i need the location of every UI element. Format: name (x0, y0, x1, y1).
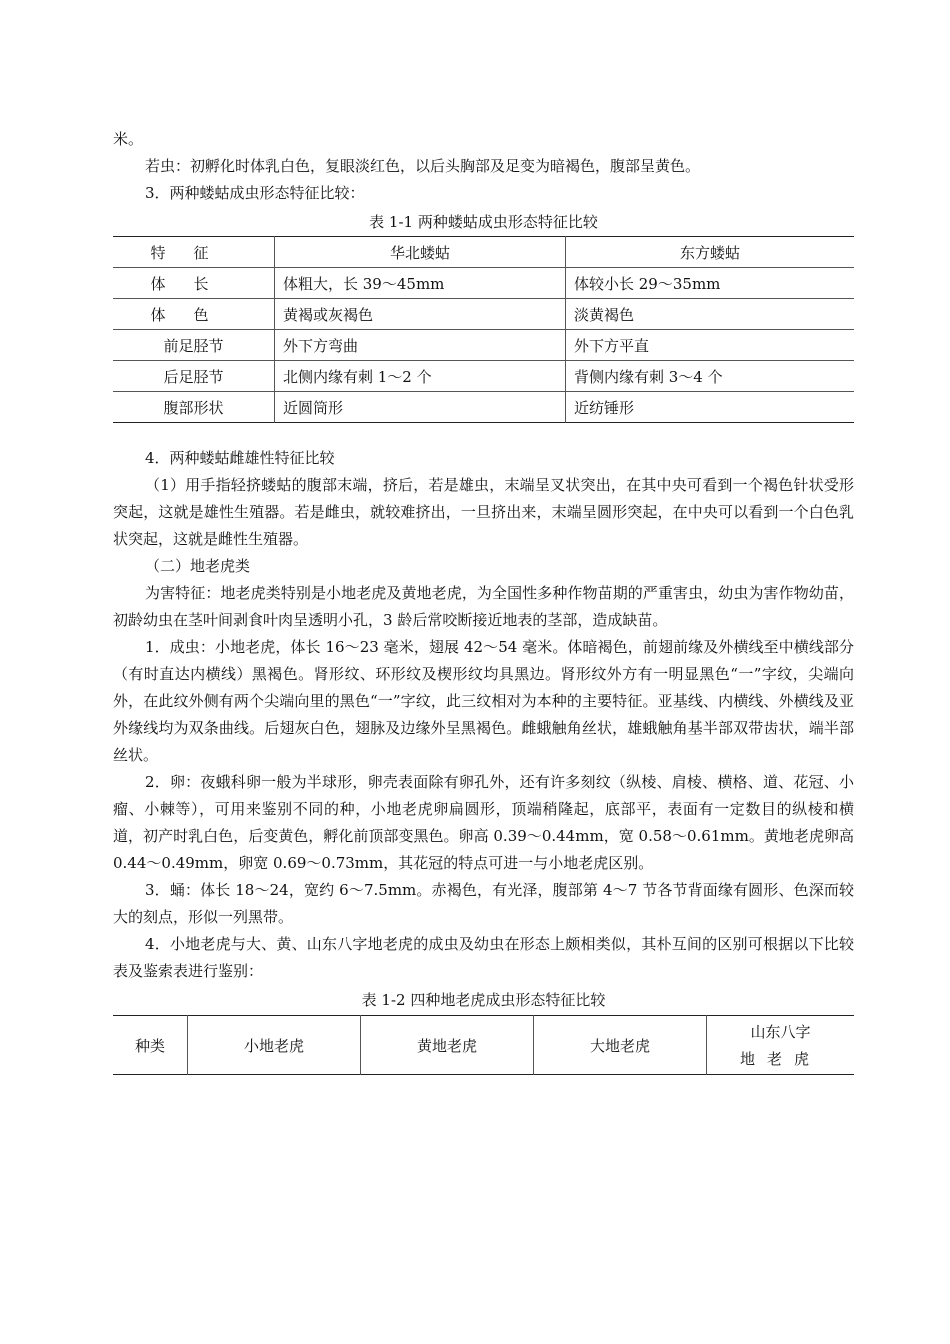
table-header-cell (707, 1016, 855, 1075)
table-cell: 北侧内缘有刺 1～2 个 (275, 361, 566, 392)
paragraph: 若虫：初孵化时体乳白色，复眼淡红色，以后头胸部及足变为暗褐色，腹部呈黄色。 (145, 157, 701, 175)
paragraph: 3．两种蝼蛄成虫形态特征比较： (145, 184, 365, 202)
table-header-cell: 东方蝼蛄 (566, 237, 855, 268)
table-row (113, 330, 854, 361)
table1-caption: 表 1-1 两种蝼蛄成虫形态特征比较 (369, 213, 598, 231)
table2 (113, 1015, 854, 1075)
paragraph: 为害特征：地老虎类特别是小地老虎及黄地老虎，为全国性多种作物苗期的严重害虫，幼虫为害作物幼苗，初龄幼虫在茎叶间剥食叶肉呈透明小孔，3 龄后常咬断接近地表的茎部，造成缺苗。 (113, 584, 854, 629)
section-heading: （二）地老虎类 (145, 557, 251, 575)
paragraph: 米。 (113, 130, 144, 148)
table-cell: 外下方弯曲 (275, 330, 566, 361)
paragraph: 4．两种蝼蛄雌雄性特征比较 (145, 449, 335, 467)
paragraph: （1）用手指轻挤蝼蛄的腹部末端，挤后，若是雄虫，末端呈叉状突出，在其中央可看到一个褐色针状受形突起，这就是雄性生殖器。若是雌虫，就较难挤出，一旦挤出来，末端呈圆形突起，在中央可以看到一个白色乳状突起，这就是雌性生殖器。 (113, 476, 854, 548)
table-cell: 体较小长 29～35mm (566, 268, 855, 299)
table-row (113, 361, 854, 392)
paragraph: 1．成虫：小地老虎，体长 16～23 毫米，翅展 42～54 毫米。体暗褐色，前翅前缘及外横线至中横线部分（有时直达内横线）黑褐色。肾形纹、环形纹及楔形纹均具黑边。肾形纹外方有一明显黑色“一”字纹，尖端向外，在此纹外侧有两个尖端向里的黑色“一”字纹，此三纹相对为本种的主要特征。亚基线、内横线、外横线及亚外缘线均为双条曲线。后翅灰白色，翅脉及边缘外呈黑褐色。雌蛾触角丝状，雄蛾触角基半部双带齿状，端半部丝状。 (113, 638, 854, 764)
table-cell: 后足胫节 (113, 361, 275, 392)
table-row (113, 299, 854, 330)
table2-caption: 表 1-2 四种地老虎成虫形态特征比较 (361, 991, 606, 1009)
table-cell: 体粗大，长 39～45mm (275, 268, 566, 299)
table-row (113, 268, 854, 299)
table-cell: 腹部形状 (113, 392, 275, 423)
table-header-cell: 特征 (150, 243, 237, 262)
table-header-cell: 小地老虎 (188, 1016, 361, 1075)
table-header-cell: 华北蝼蛄 (275, 237, 566, 268)
table-header-row (113, 1016, 854, 1075)
table-cell: 背侧内缘有刺 3～4 个 (566, 361, 855, 392)
table-cell: 黄褐或灰褐色 (275, 299, 566, 330)
table-cell: 外下方平直 (566, 330, 855, 361)
table-cell: 近圆筒形 (275, 392, 566, 423)
table-header-row (113, 237, 854, 268)
table-cell: 前足胫节 (113, 330, 275, 361)
document-page (113, 126, 854, 1075)
table-header-cell: 种类 (134, 1036, 165, 1055)
paragraph: 2．卵：夜蛾科卵一般为半球形，卵壳表面除有卵孔外，还有许多刻纹（纵棱、肩棱、横格、道、花冠、小瘤、小棘等），可用来鉴别不同的种，小地老虎卵扁圆形，顶端稍隆起，底部平，表面有一定数目的纵棱和横道，初产时乳白色，后变黄色，孵化前顶部变黑色。卵高 0.39～0.44mm，宽 0.58～0.61mm。黄地老虎卵高 0.44～0.49mm，卵宽 0.69～0.73mm，其花冠的特点可进一与小地老虎区别。 (113, 773, 854, 872)
table-header-cell: 大地老虎 (534, 1016, 707, 1075)
table-cell: 体色 (113, 299, 275, 330)
paragraph: 3．蛹：体长 18～24，宽约 6～7.5mm。赤褐色，有光泽，腹部第 4～7 节各节背面缘有圆形、色深而较大的刻点，形似一列黑带。 (113, 881, 854, 926)
table-cell: 淡黄褐色 (566, 299, 855, 330)
header-line: 山东八字 (750, 1023, 811, 1041)
paragraph: 4．小地老虎与大、黄、山东八字地老虎的成虫及幼虫在形态上颇相类似，其朴互间的区别可根据以下比较表及鉴索表进行鉴别： (113, 935, 854, 980)
table-cell: 近纺锤形 (566, 392, 855, 423)
table-cell: 体长 (113, 268, 275, 299)
table-header-cell: 黄地老虎 (361, 1016, 534, 1075)
header-line: 地老虎 (739, 1050, 821, 1068)
table1 (113, 236, 854, 423)
table-row (113, 392, 854, 423)
